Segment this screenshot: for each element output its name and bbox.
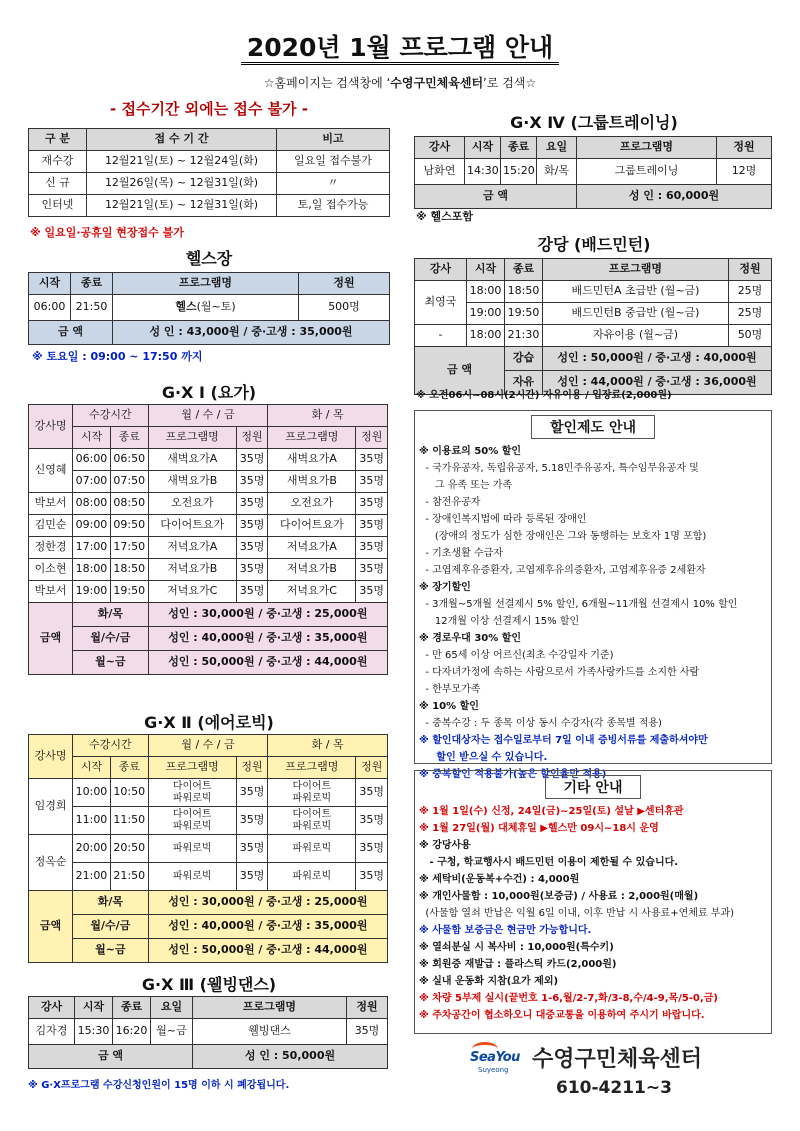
hall-price-kind: 강습 [505,347,543,371]
hall-cell: 21:30 [505,325,543,347]
discount-line: 할인 받으실 수 있습니다. [419,752,548,763]
gx4-header: 종료 [501,137,537,159]
reg-cell: 12월21일(토) ~ 12월31일(화) [87,195,277,217]
discount-line: ※ 경로우대 30% 할인 [419,633,522,644]
gx3-cell: 김자경 [29,1019,75,1045]
gx2-cell: 20:50 [110,835,148,863]
gx2-teacher: 정옥순 [29,835,73,891]
gx1-subheader: 종료 [110,427,148,449]
gx2-cell: 다이어트 파워로빅 [268,807,356,835]
gx2-cell: 35명 [236,863,267,891]
gym-cell: 21:50 [71,295,113,321]
gx2-subheader: 종료 [110,757,148,779]
discount-line: - 국가유공자, 독립유공자, 5.18민주유공자, 특수임무유공자 및 [419,463,699,474]
reg-header: 접 수 기 간 [87,129,277,151]
logo-main: SeaYou [470,1050,520,1065]
gx1-subheader: 정원 [356,427,388,449]
discount-line: - 한부모가족 [419,684,481,695]
gx1-cell: 새벽요가B [268,471,356,493]
reg-cell: 토,일 접수가능 [277,195,390,217]
hall-header: 강사 [415,259,467,281]
gx1-cell: 저녁요가B [268,559,356,581]
gx1-teacher: 이소현 [29,559,73,581]
hall-header: 시작 [467,259,505,281]
discount-line: - 다자녀가정에 속하는 사람으로서 가족사랑카드를 소지한 사람 [419,667,700,678]
gx1-cell: 다이어트요가 [148,515,236,537]
gx1-cell: 17:00 [73,537,111,559]
gym-price-label: 금 액 [29,321,113,345]
gx4-price: 성 인 : 60,000원 [577,185,772,209]
discount-line: ※ 중복할인 적용불가(높은 할인율만 적용) [419,769,607,780]
footer-name: 수영구민체육센터 [532,1047,703,1072]
gx1-cell: 새벽요가B [148,471,236,493]
gx2-cell: 35명 [356,807,388,835]
hall-price: 성인 : 50,000원 / 중·고생 : 40,000원 [543,347,772,371]
gx2-cell: 35명 [236,779,267,807]
gx1-cell: 19:50 [110,581,148,603]
gx1-cell: 35명 [356,537,388,559]
gx3-cell: 35명 [347,1019,388,1045]
etc-line: ※ 차량 5부제 실시(끝번호 1-6,월/2-7,화/3-8,수/4-9,목/5-0,금) [419,993,718,1004]
etc-line: ※ 열쇠분실 시 복사비 : 10,000원(특수키) [419,942,614,953]
gx2-price-days: 월~금 [73,939,149,963]
gx1-header-time: 수강시간 [73,405,149,427]
gx1-cell: 08:50 [110,493,148,515]
gx4-cell: 화/목 [537,159,577,185]
etc-line: ※ 1월 27일(월) 대체휴일 ▶헬스만 09시~18시 운영 [419,823,659,834]
hall-cell: 18:00 [467,325,505,347]
gx1-price-days: 월/수/금 [73,627,149,651]
reg-cell: 일요일 접수불가 [277,151,390,173]
gx2-cell: 10:00 [73,779,111,807]
gx4-header: 강사 [415,137,465,159]
gx4-header: 정원 [717,137,772,159]
gx3-header: 강사 [29,997,75,1019]
gx2-table [28,734,388,963]
reg-cell: 인터넷 [29,195,87,217]
logo-sub: Suyeong [478,1066,509,1074]
hall-cell: 50명 [729,325,772,347]
gx1-cell: 06:50 [110,449,148,471]
gx3-cell: 16:20 [113,1019,151,1045]
gx1-cell: 19:00 [73,581,111,603]
gx4-cell: 15:20 [501,159,537,185]
gx1-subheader: 정원 [236,427,267,449]
gx2-teacher: 임경희 [29,779,73,835]
gx1-cell: 06:00 [73,449,111,471]
etc-line: ※ 개인사물함 : 10,000원(보증금) / 사용료 : 2,000원(매월) [419,891,699,902]
gx4-cell: 12명 [717,159,772,185]
reg-cell: 12월26일(목) ~ 12월31일(화) [87,173,277,195]
gx2-header-tt: 화 / 목 [268,735,388,757]
gx3-cell: 15:30 [75,1019,113,1045]
gx1-price: 성인 : 30,000원 / 중·고생 : 25,000원 [148,603,387,627]
gx2-price: 성인 : 30,000원 / 중·고생 : 25,000원 [148,891,387,915]
gx3-header: 종료 [113,997,151,1019]
gx1-cell: 08:00 [73,493,111,515]
gx3-price-label: 금 액 [29,1045,193,1069]
gx2-header-mwf: 월 / 수 / 금 [148,735,268,757]
gx3-price: 성 인 : 50,000원 [193,1045,388,1069]
gx1-header-mwf: 월 / 수 / 금 [148,405,268,427]
discount-line: 12개월 이상 선결제시 15% 할인 [419,616,580,627]
gx3-header: 프로그램명 [193,997,347,1019]
gx1-cell: 07:50 [110,471,148,493]
gx2-cell: 11:50 [110,807,148,835]
page-subtitle: ☆홈페이지는 검색창에 ‘수영구민체육센터’로 검색☆ [263,76,537,90]
hall-cell: 25명 [729,281,772,303]
gx1-teacher: 정한경 [29,537,73,559]
gx1-cell: 35명 [356,471,388,493]
gx4-cell: 그룹트레이닝 [577,159,717,185]
gx3-header: 요일 [151,997,193,1019]
etc-box [414,770,772,1034]
gx2-cell: 다이어트 파워로빅 [148,807,236,835]
gx2-header-teacher: 강사명 [29,735,73,779]
gx4-title: G·X Ⅳ (그룹트레이닝) [510,113,678,132]
hall-cell: 배드민턴B 중급반 (월~금) [543,303,729,325]
etc-line: ※ 사물함 보증금은 현금만 가능합니다. [419,925,592,936]
gx3-header: 시작 [75,997,113,1019]
gx1-cell: 18:00 [73,559,111,581]
gx1-teacher: 신영혜 [29,449,73,493]
hall-header: 프로그램명 [543,259,729,281]
gx1-cell: 17:50 [110,537,148,559]
gx2-cell: 35명 [236,835,267,863]
discount-line: - 참전유공자 [419,497,481,508]
gx2-price-days: 월/수/금 [73,915,149,939]
gx2-cell: 21:00 [73,863,111,891]
gx3-note: ※ G·X프로그램 수강신청인원이 15명 이하 시 폐강됩니다. [28,1080,290,1091]
etc-line: ※ 세탁비(운동복+수건) : 4,000원 [419,874,580,885]
discount-line: - 장애인복지법에 따라 등록된 장애인 [419,514,587,525]
gx1-cell: 새벽요가A [148,449,236,471]
gx4-note: ※ 헬스포함 [416,210,474,223]
gym-header: 시작 [29,273,71,295]
gx1-cell: 35명 [356,559,388,581]
gx1-cell: 35명 [236,515,267,537]
gx2-cell: 파워로빅 [268,863,356,891]
gx1-cell: 35명 [236,537,267,559]
footer-logo [470,1040,530,1076]
hall-cell: 18:50 [505,281,543,303]
gx2-cell: 파워로빅 [268,835,356,863]
gx1-cell: 새벽요가A [268,449,356,471]
gx1-cell: 09:50 [110,515,148,537]
gx1-cell: 오전요가 [148,493,236,515]
etc-line: ※ 강당사용 [419,840,471,851]
gx3-title: G·X Ⅲ (웰빙댄스) [141,975,277,994]
registration-note: ※ 일요일·공휴일 현장접수 불가 [30,226,184,239]
gx4-header: 요일 [537,137,577,159]
footer-phone: 610-4211~3 [556,1078,672,1098]
gx1-subheader: 시작 [73,427,111,449]
gx1-header-tt: 화 / 목 [268,405,388,427]
discount-line: 그 유족 또는 가족 [419,480,513,491]
hall-cell: 25명 [729,303,772,325]
gx4-table [414,136,772,209]
etc-line: ※ 실내 운동화 지참(요가 제외) [419,976,559,987]
gx2-cell: 10:50 [110,779,148,807]
registration-table [28,128,390,217]
gym-cell: 06:00 [29,295,71,321]
gx2-subheader: 시작 [73,757,111,779]
gx1-cell: 18:50 [110,559,148,581]
discount-line: ※ 장기할인 [419,582,471,593]
gx1-cell: 35명 [356,581,388,603]
gx2-cell: 35명 [356,863,388,891]
gx4-cell: 남화연 [415,159,465,185]
gx2-price: 성인 : 40,000원 / 중·고생 : 35,000원 [148,915,387,939]
gx1-price: 성인 : 50,000원 / 중·고생 : 44,000원 [148,651,387,675]
gym-header: 정원 [299,273,390,295]
gx3-header: 정원 [347,997,388,1019]
gx1-cell: 오전요가 [268,493,356,515]
gx1-price-days: 월~금 [73,651,149,675]
discount-line: - 기초생활 수급자 [419,548,503,559]
gx2-cell: 다이어트 파워로빅 [148,779,236,807]
etc-lines [419,803,767,1024]
etc-line: ※ 회원증 재발급 : 플라스틱 카드(2,000원) [419,959,617,970]
gx1-cell: 35명 [236,581,267,603]
gx2-subheader: 프로그램명 [268,757,356,779]
gx1-cell: 09:00 [73,515,111,537]
discount-line: - 만 65세 이상 어르신(최초 수강일자 기준) [419,650,614,661]
hall-cell: 19:50 [505,303,543,325]
gx2-header-time: 수강시간 [73,735,149,757]
hall-cell: 18:00 [467,281,505,303]
reg-cell: 〃 [277,173,390,195]
hall-price-label: 금 액 [415,347,505,395]
gx4-header: 시작 [465,137,501,159]
hall-cell: 배드민턴A 초급반 (월~금) [543,281,729,303]
gx1-price-days: 화/목 [73,603,149,627]
gx3-cell: 웰빙댄스 [193,1019,347,1045]
gym-cell: 500명 [299,295,390,321]
gx1-price-label: 금액 [29,603,73,675]
gx1-cell: 저녁요가C [268,581,356,603]
gx1-teacher: 박보서 [29,493,73,515]
etc-line: (사물함 열쇠 반납은 익월 6일 이내, 이후 반납 시 사용료+연체료 부과) [419,908,735,919]
hall-title: 강당 (배드민턴) [537,235,651,254]
gx2-subheader: 프로그램명 [148,757,236,779]
gx2-price: 성인 : 50,000원 / 중·고생 : 44,000원 [148,939,387,963]
gx1-cell: 35명 [356,515,388,537]
gx2-cell: 파워로빅 [148,863,236,891]
gx2-cell: 35명 [356,779,388,807]
gx1-subheader: 프로그램명 [268,427,356,449]
gx1-cell: 35명 [236,471,267,493]
gx4-cell: 14:30 [465,159,501,185]
gx1-price: 성인 : 40,000원 / 중·고생 : 35,000원 [148,627,387,651]
hall-price-kind: 자유 [505,371,543,395]
gx2-subheader: 정원 [236,757,267,779]
gx1-cell: 07:00 [73,471,111,493]
gx1-teacher: 김민순 [29,515,73,537]
discount-line: ※ 이용료의 50% 할인 [419,446,522,457]
discount-line: - 고엽제후유증환자, 고엽제후유의증환자, 고엽제후유증 2세환자 [419,565,706,576]
etc-title: 기타 안내 [545,775,642,799]
gx4-header: 프로그램명 [577,137,717,159]
gx1-cell: 저녁요가B [148,559,236,581]
gym-note: ※ 토요일 : 09:00 ~ 17:50 까지 [32,350,203,363]
gx1-cell: 다이어트요가 [268,515,356,537]
registration-title: - 접수기간 외에는 접수 불가 - [110,100,308,118]
discount-box [414,410,772,780]
hall-cell: - [415,325,467,347]
gx2-title: G·X Ⅱ (에어로빅) [144,713,274,732]
gx1-cell: 저녁요가A [268,537,356,559]
gx1-table [28,404,388,675]
gx2-cell: 35명 [356,835,388,863]
gx2-cell: 21:50 [110,863,148,891]
discount-lines [419,443,767,783]
discount-line: - 3개월~5개월 선결제시 5% 할인, 6개월~11개월 선결제시 10% 할인 [419,599,738,610]
hall-table [414,258,772,395]
hall-price: 성인 : 44,000원 / 중·고생 : 36,000원 [543,371,772,395]
reg-header: 비고 [277,129,390,151]
gx1-subheader: 프로그램명 [148,427,236,449]
gx4-price-label: 금 액 [415,185,577,209]
gym-price: 성 인 : 43,000원 / 중·고생 : 35,000원 [113,321,390,345]
etc-line: - 구청, 학교행사시 배드민턴 이용이 제한될 수 있습니다. [419,857,679,868]
reg-cell: 신 규 [29,173,87,195]
reg-cell: 재수강 [29,151,87,173]
gx1-header-teacher: 강사명 [29,405,73,449]
gx2-cell: 20:00 [73,835,111,863]
gx1-teacher: 박보서 [29,581,73,603]
gx2-cell: 35명 [236,807,267,835]
etc-line: ※ 주차공간이 협소하오니 대중교통을 이용하여 주시기 바랍니다. [419,1010,705,1021]
gx3-table [28,996,388,1069]
reg-cell: 12월21일(토) ~ 12월24일(화) [87,151,277,173]
etc-line: ※ 1월 1일(수) 신정, 24일(금)~25일(토) 설날 ▶센터휴관 [419,806,684,817]
title-text: 2020년 1월 프로그램 안내 [241,33,559,65]
discount-line: ※ 10% 할인 [419,701,479,712]
hall-header: 정원 [729,259,772,281]
hall-cell: 자유이용 (월~금) [543,325,729,347]
hall-header: 종료 [505,259,543,281]
gym-cell: 헬스(월~토) [113,295,299,321]
gx2-price-days: 화/목 [73,891,149,915]
discount-line: (장애의 정도가 심한 장애인은 그와 동행하는 보호자 1명 포함) [419,531,707,542]
gx1-cell: 35명 [236,449,267,471]
gym-header: 프로그램명 [113,273,299,295]
gx1-title: G·X Ⅰ (요가) [161,383,257,402]
discount-line: - 중복수강 : 두 종목 이상 동시 수강자(각 종목별 적용) [419,718,662,729]
discount-line: ※ 할인대상자는 접수일로부터 7일 이내 증빙서류를 제출하셔야만 [419,735,708,746]
gx2-price-label: 금액 [29,891,73,963]
gym-table [28,272,390,345]
gx1-cell: 35명 [236,493,267,515]
page-title [0,28,800,64]
gx2-cell: 다이어트 파워로빅 [268,779,356,807]
hall-note: ※ 오전06시~08시(2시간) 자유이용 / 입장료(2,000원) [416,390,672,401]
reg-header: 구 분 [29,129,87,151]
gx1-cell: 저녁요가C [148,581,236,603]
gx2-cell: 파워로빅 [148,835,236,863]
gx1-cell: 저녁요가A [148,537,236,559]
gx3-cell: 월~금 [151,1019,193,1045]
hall-cell: 19:00 [467,303,505,325]
gx1-cell: 35명 [356,449,388,471]
gx2-subheader: 정원 [356,757,388,779]
gym-title: 헬스장 [185,249,233,268]
hall-teacher: 최영국 [415,281,467,325]
gx1-cell: 35명 [356,493,388,515]
gym-header: 종료 [71,273,113,295]
gx2-cell: 11:00 [73,807,111,835]
discount-title: 할인제도 안내 [531,415,655,439]
gx1-cell: 35명 [236,559,267,581]
